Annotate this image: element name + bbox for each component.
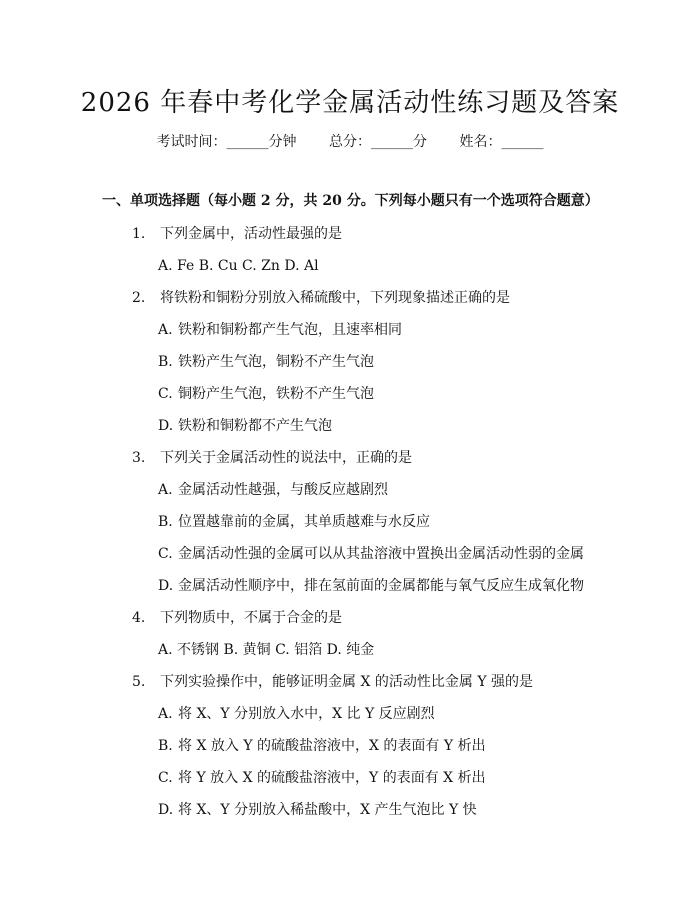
option-text: 铁粉和铜粉都不产生气泡	[178, 418, 332, 434]
option-letter: A.	[158, 322, 173, 338]
option-text: 铁粉产生气泡，铜粉不产生气泡	[178, 354, 374, 370]
option-letter: B.	[158, 514, 173, 530]
question-5-option-c	[158, 768, 486, 788]
question-5-option-b	[158, 736, 486, 756]
option-text: 金属活动性强的金属可以从其盐溶液中置换出金属活动性弱的金属	[178, 546, 584, 562]
option-text: 将 X、Y 分别放入水中，X 比 Y 反应剧烈	[178, 706, 435, 722]
question-3	[132, 448, 412, 468]
page-title: 2026 年春中考化学金属活动性练习题及答案	[80, 88, 620, 118]
option-letter: B.	[158, 738, 173, 754]
option-letter: A.	[158, 482, 173, 498]
question-text: 下列金属中，活动性最强的是	[160, 226, 342, 242]
question-5-option-d	[158, 800, 477, 820]
option-letter: C.	[158, 770, 173, 786]
question-1	[132, 224, 342, 244]
question-number: 5.	[132, 674, 146, 690]
option-letter: A.	[158, 706, 173, 722]
option-letter: D.	[158, 802, 174, 818]
section-heading: 一、单项选择题（每小题 2 分，共 20 分。下列每小题只有一个选项符合题意）	[102, 193, 599, 209]
question-text: 将铁粉和铜粉分别放入稀硫酸中，下列现象描述正确的是	[160, 290, 510, 306]
question-text: 下列关于金属活动性的说法中，正确的是	[160, 450, 412, 466]
option-text: 铜粉产生气泡，铁粉不产生气泡	[178, 386, 374, 402]
total-score-field: 总分：______分	[329, 134, 427, 150]
question-number: 2.	[132, 290, 146, 306]
question-2-option-d	[158, 416, 332, 436]
question-5	[132, 672, 533, 692]
student-name-field: 姓名：______	[459, 134, 544, 150]
question-3-option-d	[158, 576, 584, 596]
option-letter: C.	[158, 546, 173, 562]
question-4	[132, 608, 342, 628]
question-number: 4.	[132, 610, 146, 626]
question-4-options: A. 不锈钢 B. 黄铜 C. 铝箔 D. 纯金	[158, 642, 375, 658]
option-text: 铁粉和铜粉都产生气泡，且速率相同	[178, 322, 402, 338]
option-letter: D.	[158, 418, 174, 434]
option-text: 将 X 放入 Y 的硫酸盐溶液中，X 的表面有 Y 析出	[178, 738, 486, 754]
option-text: 位置越靠前的金属，其单质越难与水反应	[178, 514, 430, 530]
option-letter: D.	[158, 578, 174, 594]
question-number: 1.	[132, 226, 146, 242]
question-1-options: A. Fe B. Cu C. Zn D. Al	[158, 258, 319, 274]
option-text: 将 X、Y 分别放入稀盐酸中，X 产生气泡比 Y 快	[178, 802, 477, 818]
question-2	[132, 288, 510, 308]
option-letter: C.	[158, 386, 173, 402]
question-5-option-a	[158, 704, 435, 724]
question-2-option-b	[158, 352, 374, 372]
question-number: 3.	[132, 450, 146, 466]
option-text: 金属活动性越强，与酸反应越剧烈	[178, 482, 388, 498]
question-2-option-c	[158, 384, 374, 404]
question-3-option-b	[158, 512, 430, 532]
question-text: 下列物质中，不属于合金的是	[160, 610, 342, 626]
question-2-option-a	[158, 320, 402, 340]
question-3-option-a	[158, 480, 388, 500]
question-text: 下列实验操作中，能够证明金属 X 的活动性比金属 Y 强的是	[160, 674, 534, 690]
question-3-option-c	[158, 544, 584, 564]
exam-time-field: 考试时间：______分钟	[156, 134, 297, 150]
exam-info-line	[0, 131, 700, 151]
option-text: 金属活动性顺序中，排在氢前面的金属都能与氧气反应生成氧化物	[178, 578, 584, 594]
option-letter: B.	[158, 354, 173, 370]
option-text: 将 Y 放入 X 的硫酸盐溶液中，Y 的表面有 X 析出	[178, 770, 486, 786]
